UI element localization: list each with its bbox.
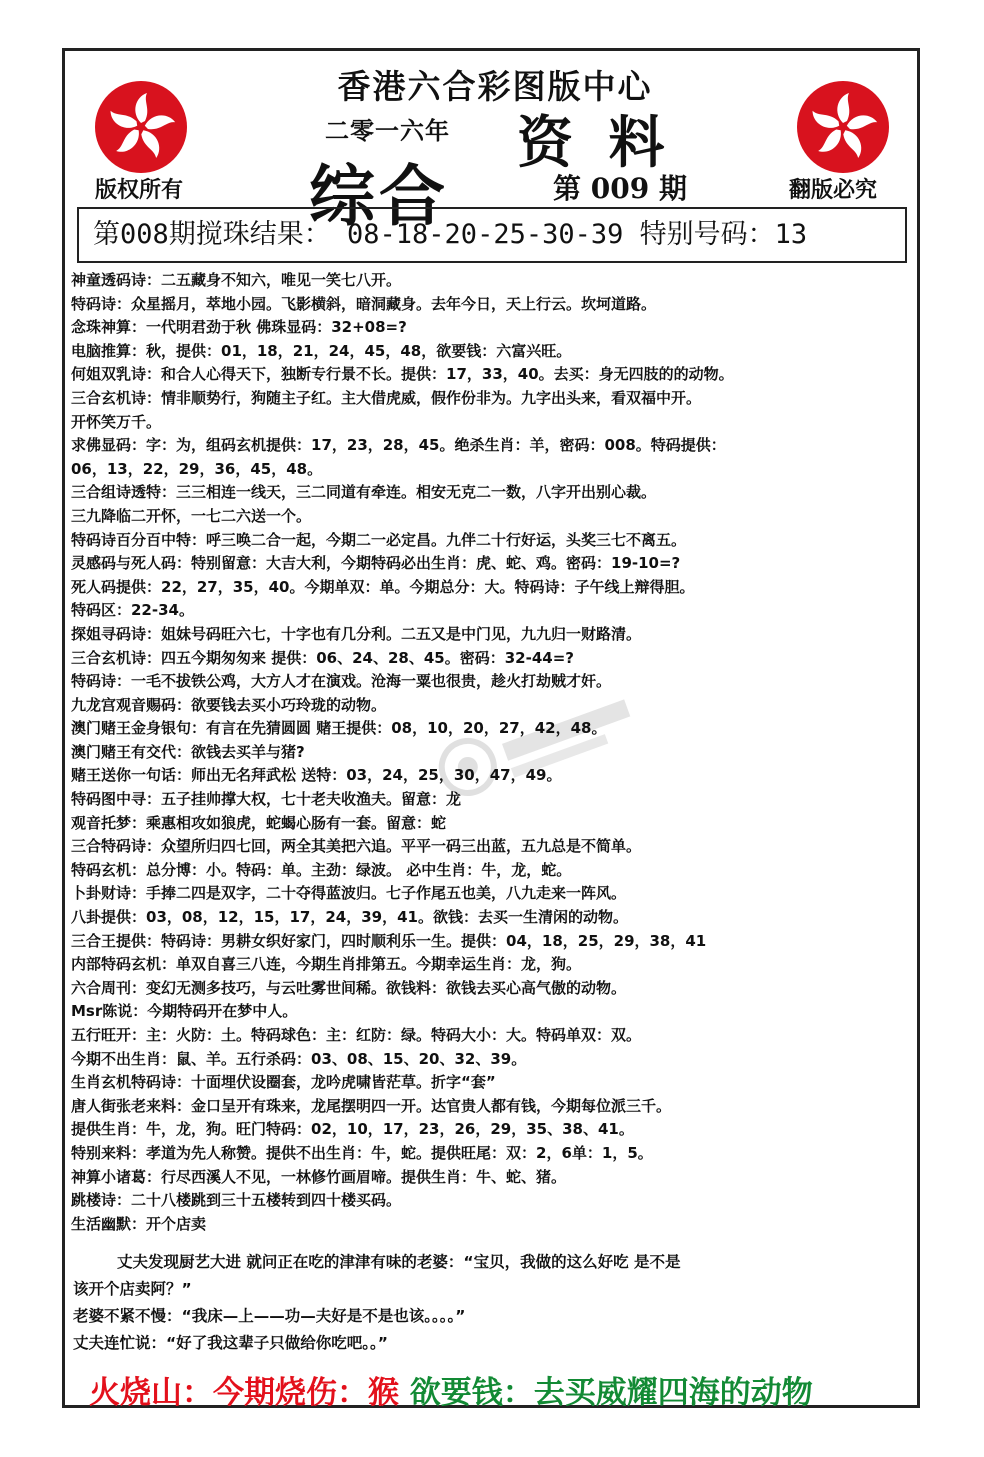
content-line: 观音托梦：乘惠相攻如狼虎，蛇蝎心肠有一套。留意：蛇 — [71, 813, 447, 832]
content-line: 何姐双乳诗：和合人心得天下，独断专行景不长。提供：17，33，40。去买：身无四肢的的动物。 — [71, 365, 734, 384]
content-line: 特码区：22-34。 — [71, 601, 194, 620]
copyright-left: 版权所有 — [95, 177, 184, 203]
content-line: 06，13，22，29，36，45，48。 — [71, 459, 323, 478]
content-line: 死人码提供：22，27，35，40。今期单双：单。今期总分：大。特码诗：子午线上辩得胆。 — [71, 577, 695, 596]
content-line: 生肖玄机特码诗：十面埋伏设圈套，龙吟虎啸皆茫草。折字“套” — [71, 1073, 496, 1092]
content-lines — [71, 269, 917, 1236]
content-line: 三合组诗透特：三三相连一线天，三二同道有牵连。相安无克二一数，八字开出别心裁。 — [71, 483, 657, 502]
content-line: 神算小诸葛：行尽西溪人不见，一林修竹画眉啼。提供生肖：牛、蛇、猪。 — [71, 1167, 567, 1186]
page-title: 香港六合彩图版中心 — [337, 67, 653, 106]
footer-buy-tip: 欲要钱：去买威耀四海的动物 — [409, 1375, 813, 1411]
content-line: 八卦提供：03，08，12，15，17，24，39，41。欲钱：去买一生清闲的动物。 — [71, 908, 628, 927]
content-line: 卜卦财诗：手捧二四是双字，二十夺得蓝波归。七子作尾五也美，八九走来一阵风。 — [71, 884, 627, 903]
content-line: 唐人街张老来料：金口呈开有珠来，龙尾摆明四一开。达官贵人都有钱，今期每位派三千。 — [71, 1096, 672, 1115]
content-line: 内部特码玄机：单双自喜三八连，今期生肖排第五。今期幸运生肖：龙，狗。 — [71, 955, 582, 974]
content-line: 电脑推算：秋，提供：01，18，21，24，45，48，欲要钱：六富兴旺。 — [71, 341, 572, 360]
content-line: 特码诗：众星摇月，萃地小园。飞影横斜，暗洞藏身。去年今日，天上行云。坎坷道路。 — [71, 294, 657, 313]
footer-fire-mountain: 火烧山：今期烧伤：猴 — [89, 1375, 399, 1411]
footer-banner — [89, 1367, 909, 1412]
content-line: 探姐寻码诗：姐妹号码旺六七，十字也有几分利。二五又是中门见，九九归一财路清。 — [71, 624, 642, 643]
bauhinia-logo-icon — [797, 81, 889, 173]
story-line: 该开个店卖阿？” — [73, 1280, 192, 1298]
content-line: 澳门赌王有交代：欲钱去买羊与猪? — [71, 742, 305, 761]
content-line: 六合周刊：变幻无测多技巧，与云吐雾世间稀。欲钱料：欲钱去买心高气傲的动物。 — [71, 978, 627, 997]
content-line: 特别来料：孝道为先人称赞。提供不出生肖：牛，蛇。提供旺尾：双：2，6单：1，5。 — [71, 1143, 653, 1162]
humor-story — [73, 1249, 913, 1357]
year-label: 二零一六年 — [325, 116, 450, 145]
content-line: 灵感码与死人码：特别留意：大吉大利，今期特码必出生肖：虎、蛇、鸡。密码：19-10=? — [71, 554, 681, 573]
bauhinia-logo-icon — [95, 81, 187, 173]
content-line: 五行旺开：主：火防：土。特码球色：主：红防：绿。特码大小：大。特码单双：双。 — [71, 1026, 642, 1044]
content-line: 特码诗：一毛不拔铁公鸡，大方人才在演戏。沧海一粟也很贵，趁火打劫贼才奸。 — [71, 672, 612, 691]
content-line: 三九降临二开怀，一七二六送一个。 — [71, 506, 312, 525]
content-line: 念珠神算：一代明君劲于秋 佛珠显码：32+08=? — [71, 318, 407, 337]
copyright-right: 翻版必究 — [789, 177, 878, 203]
content-line: 开怀笑万千。 — [71, 412, 162, 431]
content-line: 三合玄机诗：情非顺势行，狗随主子红。主大借虎威，假作份非为。九字出头来，看双福中开。 — [71, 388, 702, 407]
story-line: 丈夫发现厨艺大进 就问正在吃的津津有味的老婆：“宝贝，我做的这么好吃 是不是 — [117, 1253, 681, 1271]
content-line: 三合玄机诗：四五今期匆匆来 提供：06、24、28、45。密码：32-44=? — [71, 648, 574, 667]
content-line: 三合特码诗：众望所归四七回，两全其美把六追。平平一码三出蓝，五九总是不简单。 — [71, 837, 642, 856]
content-line: 提供生肖：牛，龙，狗。旺门特码：02，10，17，23，26，29，35、38、41。 — [71, 1120, 634, 1139]
document-sheet — [62, 48, 920, 1411]
story-line: 丈夫连忙说：“好了我这辈子只做给你吃吧。。” — [73, 1334, 388, 1352]
big-title-zonghe: 综合 — [309, 157, 449, 235]
content-line: 今期不出生肖：鼠、羊。五行杀码：03、08、15、20、32、39。 — [71, 1049, 527, 1068]
issue-number: 第 009 期 — [553, 172, 687, 205]
content-line: 跳楼诗：二十八楼跳到三十五楼转到四十楼买码。 — [71, 1191, 402, 1210]
content-line: 神童透码诗：二五藏身不知六，唯见一笑七八开。 — [71, 271, 402, 289]
draw-results-box: 第008期搅珠结果： 08-18-20-25-30-39 特别号码：13 — [77, 207, 907, 263]
content-line: 赌王送你一句话：师出无名拜武松 送特：03，24，25，30，47，49。 — [71, 766, 562, 785]
content-line: 特码诗百分百中特：呼三唤二合一起，今期二一必定昌。九伴二十行好运，头奖三七不离五。 — [71, 530, 687, 549]
content-line: 特码玄机：总分博：小。特码：单。主劲：绿波。 必中生肖：牛，龙，蛇。 — [71, 860, 572, 879]
story-line: 老婆不紧不慢：“我床—上——功—夫好是不是也该。。。。” — [73, 1307, 466, 1325]
content-line: 三合王提供：特码诗：男耕女织好家门，四时顺利乐一生。提供：04，18，25，29，38，41 — [71, 931, 707, 950]
big-title-ziliao: 资 料 — [517, 110, 673, 176]
content-line: 生活幽默：开个店卖 — [71, 1214, 207, 1233]
content-line: 澳门赌王金身银句：有言在先猜圆圆 赌王提供：08，10，20，27，42，48。 — [71, 719, 607, 738]
content-line: 特码图中寻：五子挂帅撑大权，七十老夫收渔夫。留意：龙 — [71, 790, 462, 809]
content-line: 九龙宫观音赐码：欲要钱去买小巧玲珑的动物。 — [71, 695, 387, 714]
content-line: Msr陈说：今期特码开在梦中人。 — [71, 1002, 298, 1021]
content-line: 求佛显码：字：为，组码玄机提供：17，23，28，45。绝杀生肖：羊，密码：008。特码提供： — [71, 436, 726, 455]
